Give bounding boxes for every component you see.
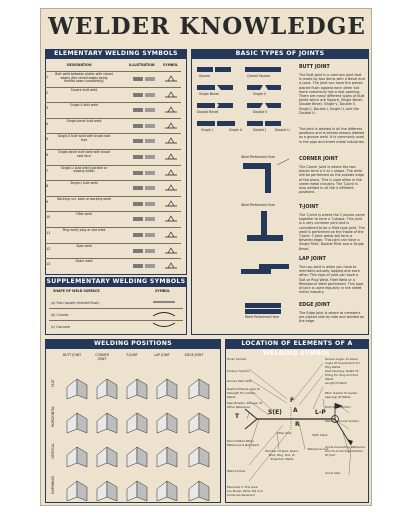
row-symbol [163, 73, 179, 83]
position-row-label: VERTICAL [51, 443, 55, 459]
positions-header: WELDING POSITIONS [45, 339, 221, 349]
row-designation: Square butt weld [70, 87, 98, 92]
table-row [45, 102, 181, 119]
position-illustration [127, 379, 147, 399]
table-row [45, 211, 181, 228]
tee-weld-label: Weld Performed Here [241, 203, 275, 207]
butt-joint-text-2: The Joint is welded in all the different positions and is almost always labeled as a groove weld. It is commonly used in the pipe and sheet metal industries. [299, 127, 365, 144]
row-number: 8 [46, 184, 49, 189]
butt-label-double-j: Double J [253, 128, 267, 132]
table-row [45, 180, 181, 197]
row-designation: Plug weld; plug or slot weld [62, 228, 106, 232]
position-col-label: LAP JOINT [154, 353, 170, 357]
position-illustration [67, 413, 87, 433]
poster [40, 8, 372, 506]
location-left-label: Specification, Process, Or Other Reference [227, 401, 263, 409]
row-symbol [163, 213, 179, 223]
row-symbol [163, 229, 179, 239]
location-bottom-label: Other Side [276, 431, 292, 435]
location-right-label: Length Of Weld [325, 381, 347, 385]
col-supp-symbol: SYMBOL [155, 289, 170, 293]
butt-label-double-v: Double V [253, 110, 268, 114]
row-illustration [131, 229, 157, 239]
row-number: 10 [46, 215, 51, 220]
row-number: 5 [46, 137, 49, 142]
edge-weld-label: Weld Performed Here [245, 315, 279, 319]
location-right-label: Groove Angle; Included Angle Of Countersink For Plug Welds [325, 357, 360, 369]
position-illustration [97, 379, 117, 399]
row-symbol [163, 245, 179, 255]
row-designation: Single-bevel butt weld [66, 118, 102, 123]
page-title: WELDER KNOWLEDGE [48, 13, 366, 40]
butt-label-double-u: Double U [275, 128, 290, 132]
t-joint-text: The T-Joint is where the 2 pieces come together to form a T-shape. This joint is a very common joint and is considered to be a fillet type joint. The weld is performed on the inside of the T-Joint. T-Joint welds will form a Beveled edge. This joint can have a Single Fillet, Double Fillet and a Single Bevel. [299, 213, 365, 251]
corner-joint-diagram [237, 157, 295, 197]
table-row [45, 258, 181, 275]
table-row [45, 118, 181, 135]
row-symbol [163, 260, 179, 270]
position-row-label: OVERHEAD [51, 476, 55, 494]
position-illustration [97, 447, 117, 467]
t-joint-diagram [237, 205, 295, 245]
position-illustration [127, 447, 147, 467]
row-illustration [131, 135, 157, 145]
table-row [45, 196, 181, 213]
location-right-label: Arrow Connecting Reference Line To Arrow Side Member Of Joint [325, 445, 365, 457]
position-col-label: T-JOINT [126, 353, 138, 357]
table-row [45, 71, 181, 88]
position-illustration [127, 413, 147, 433]
position-illustration [189, 413, 209, 433]
position-illustration [157, 481, 177, 501]
row-designation: Butt weld between plates with raised edges (the raised edges being melted down completely) [55, 72, 113, 84]
row-number: 9 [46, 199, 49, 204]
col-shape: SHAPE OF WELD SURFACE [53, 289, 100, 293]
location-right-label: Arrow Side [325, 471, 341, 475]
row-designation: Fillet weld [76, 212, 92, 217]
table-row [45, 243, 181, 260]
mark-lp: L-P [315, 409, 326, 416]
row-illustration [131, 167, 157, 177]
row-illustration [131, 260, 157, 270]
row-number: 13 [46, 262, 51, 267]
table-row [45, 149, 181, 166]
row-illustration [131, 104, 157, 114]
corner-weld-label: Weld Performed Here [241, 155, 275, 159]
row-illustration [131, 89, 157, 99]
row-symbol [163, 120, 179, 130]
location-right-label: Field Weld Symbol [325, 405, 351, 409]
position-col-label: EDGE JOINT [184, 353, 204, 357]
row-symbol [163, 135, 179, 145]
row-designation: Backing run; back or backing weld [57, 196, 111, 201]
position-illustration [67, 379, 87, 399]
location-bottom-label: Number Of Spot, Seam, Stud, Plug, Slot, Or Projection Welds [265, 449, 299, 461]
corner-joint-label: CORNER JOINT [299, 157, 338, 162]
row-illustration [131, 151, 157, 161]
row-number: 4 [46, 121, 49, 126]
row-number: 7 [46, 168, 49, 173]
position-illustration [97, 481, 117, 501]
location-left-label: Contour Symbol [227, 369, 250, 373]
supp-symbols [149, 297, 179, 331]
row-number: 12 [46, 246, 51, 251]
row-symbol [163, 167, 179, 177]
row-number: 11 [46, 231, 51, 235]
t-joint-label: T-JOINT [299, 205, 319, 210]
location-bottom-label: Reference Line [307, 447, 329, 451]
row-number: 2 [46, 90, 49, 95]
row-number: 6 [46, 153, 49, 157]
position-illustration [157, 447, 177, 467]
corner-joint-text: The Corner Joint is where the two pieces form a V or L-shape. The weld will be performed on the outside edge of the piece. This is used often in the sheet metal industry. The T-Joint is also welded in all the 4 different positions. [299, 165, 364, 195]
col-illustration: ILLUSTRATION [129, 63, 155, 67]
row-illustration [131, 120, 157, 130]
positions-grid [55, 365, 219, 501]
location-right-label: Pitch (Center To Center Spacing) Of Welds [325, 391, 358, 399]
elementary-header: ELEMENTARY WELDING SYMBOLS [45, 49, 187, 59]
row-illustration [131, 245, 157, 255]
butt-label-single-v: Single V [253, 92, 266, 96]
position-illustration [157, 379, 177, 399]
table-row [45, 165, 181, 182]
position-col-label: CORNER JOINT [95, 353, 109, 361]
mark-a: A [293, 407, 298, 414]
row-symbol [163, 198, 179, 208]
mark-t: T [235, 413, 240, 420]
location-left-label: Finish Symbol [227, 357, 247, 361]
position-illustration [127, 481, 147, 501]
mark-s: S(E) [268, 409, 282, 416]
butt-label-closed-square: Closed Square [247, 74, 270, 78]
location-left-label: Weld Symbol [227, 469, 246, 473]
row-symbol [163, 182, 179, 192]
supp-convex: (b) Convex [51, 313, 69, 317]
position-row-label: FLAT [51, 379, 55, 387]
butt-label-double-bevel: Double Bevel [197, 110, 219, 114]
table-row [45, 87, 181, 104]
lap-joint-label: LAP JOINT [299, 257, 326, 262]
row-designation: Single-V butt weld [69, 103, 99, 108]
position-illustration [189, 481, 209, 501]
col-designation: DESIGNATION [67, 63, 92, 67]
col-symbol: SYMBOL [163, 63, 178, 67]
edge-joint-text: The Edge Joint is where to members are placed side by side and welded on the edge. [299, 311, 365, 324]
table-row [45, 133, 181, 150]
location-left-label: Depth Of Bevel; Size Or Strength For Certain Welds [227, 387, 261, 399]
supp-flat: (a) Flat (usually finished flush) [51, 301, 100, 305]
lap-joint-text: The Lap Joint is when you have to members actually lapping one each other. This type of joint can have a Slot or Plug Weld, Fillet Weld or a Resistance Weld performed. This type of joint is used regularly in the sheet metal industry. [299, 265, 364, 295]
position-illustration [189, 447, 209, 467]
row-number: 1 [46, 75, 49, 79]
lap-joint-diagram [237, 257, 295, 281]
row-symbol [163, 104, 179, 114]
row-symbol [163, 151, 179, 161]
position-col-label: BUTT JOINT [62, 353, 82, 357]
location-right-label: Root Opening: Depth Of Filling For Plug And Slot Welds [325, 369, 359, 381]
row-designation: Single-J butt weld [70, 181, 98, 186]
row-symbol [163, 89, 179, 99]
location-left-label: Groove Weld Size [227, 379, 252, 383]
position-illustration [67, 481, 87, 501]
supplementary-header: SUPPLEMENTARY WELDING SYMBOLS [46, 278, 186, 285]
location-bottom-label: Both Sides [312, 433, 328, 437]
row-illustration [131, 73, 157, 83]
position-illustration [189, 379, 209, 399]
mark-r: R [295, 421, 300, 428]
edge-joint-diagram [237, 299, 295, 325]
edge-joint-label: EDGE JOINT [299, 303, 331, 308]
butt-label-square: Square [199, 74, 211, 78]
butt-joint-text: The Butt Joint is a common joint that is made by two items with a Bevel and a Land. The Joint can have the pieces placed flush against each other but more commonly has a root opening. There are many different types of Butt Joints which are Square, Single Bevel, Double Bevel, Single V, Double V, Single J, Double J, Single U, and the Double U. [299, 73, 365, 115]
row-designation: Single-V butt weld with broad root face [57, 134, 111, 142]
butt-label-single-bevel: Single Bevel [199, 92, 219, 96]
position-row-label: HORIZONTAL [51, 406, 55, 427]
location-left-label: Elements In This Area Are Shown When Tail And Arrow Are Reversed [227, 485, 263, 497]
joints-header: BASIC TYPES OF JOINTS [191, 49, 369, 59]
butt-label-single-u: Single U [229, 128, 243, 132]
row-illustration [131, 198, 157, 208]
position-illustration [97, 413, 117, 433]
row-designation: Single-bevel butt weld with broad root face [57, 150, 111, 158]
butt-label-single-j: Single J [201, 128, 213, 132]
position-illustration [157, 413, 177, 433]
mark-f: F [290, 397, 295, 404]
row-number: 3 [46, 106, 49, 111]
row-illustration [131, 213, 157, 223]
location-right-label: Weld-All-Around Symbol [325, 419, 359, 423]
row-designation: Seam weld [75, 259, 93, 264]
location-header: LOCATION OF ELEMENTS OF A WELDING SYMBOL [225, 339, 369, 349]
table-row [45, 227, 181, 244]
butt-joint-label: BUTT JOINT [299, 65, 330, 70]
location-left-label: Tail (Omitted When Reference Is Not Used) [227, 439, 260, 447]
position-illustration [67, 447, 87, 467]
row-illustration [131, 182, 157, 192]
row-designation: Spot weld [76, 243, 92, 248]
supp-concave: (c) Concave [51, 325, 71, 329]
row-designation: Single-U butt weld (parallel or sloping sides) [60, 165, 108, 174]
